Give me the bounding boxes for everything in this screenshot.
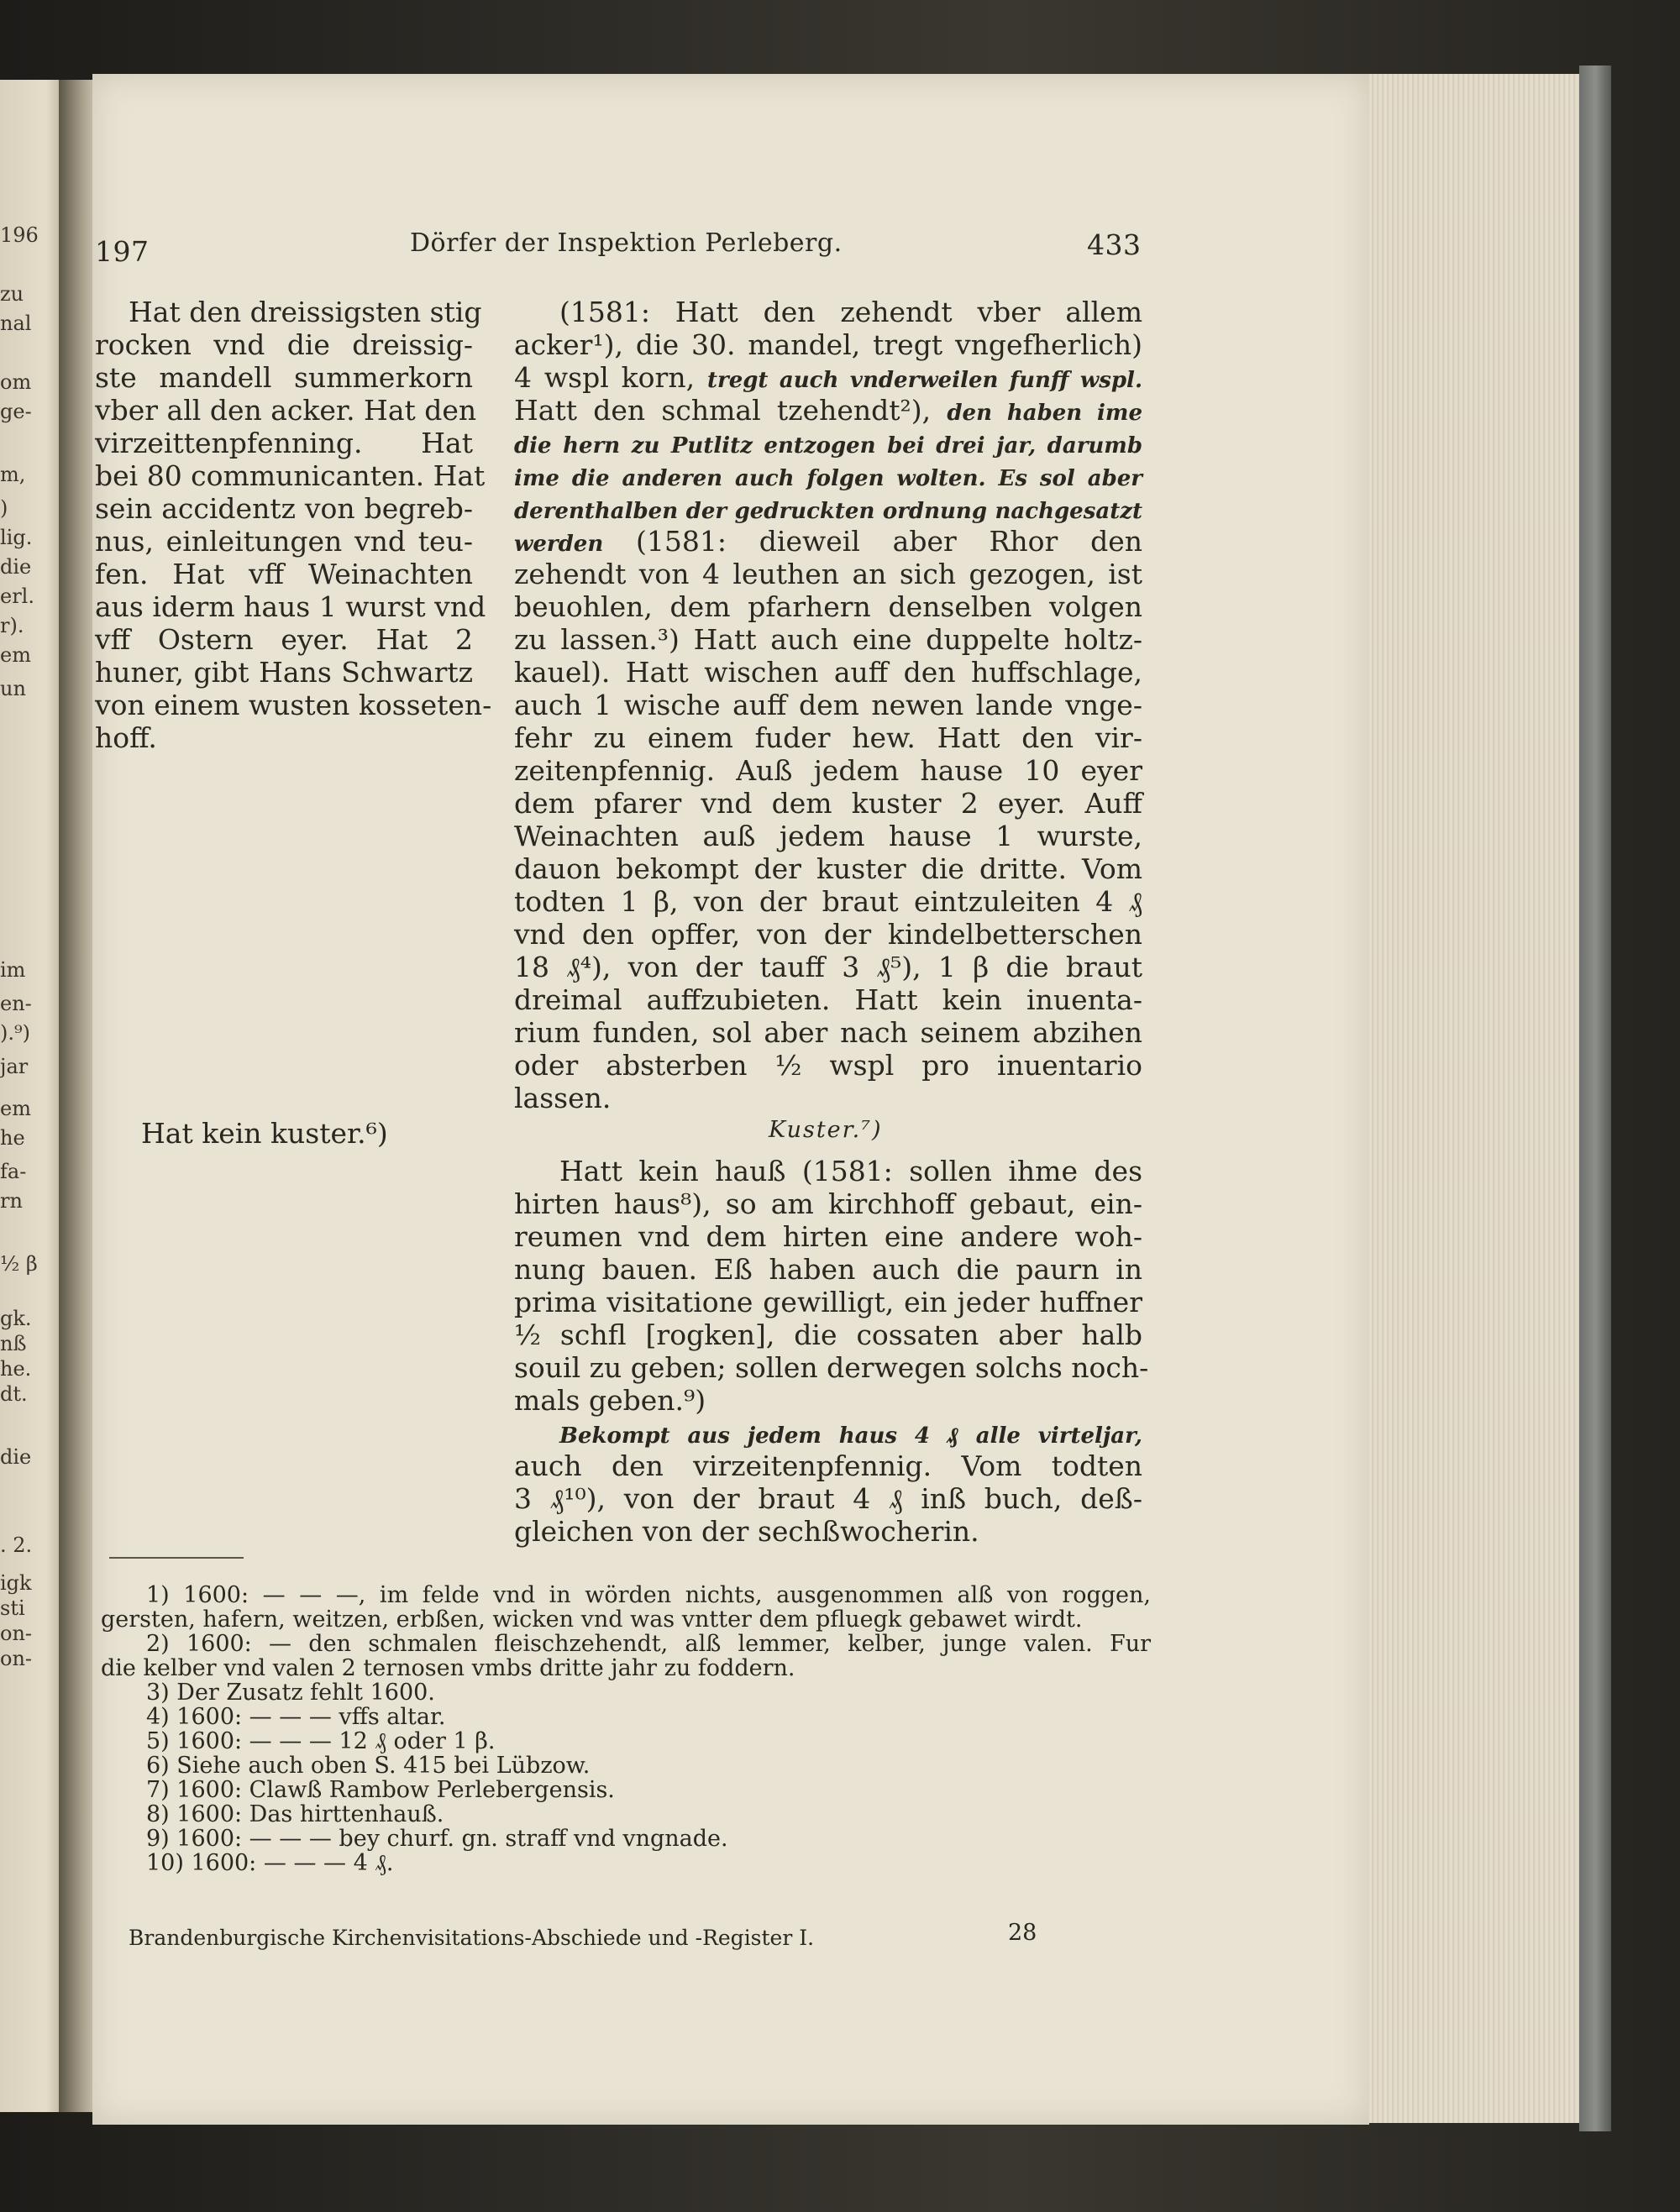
kuster-line: prima visitatione gewilligt, ein jeder huffner: [514, 1286, 1142, 1318]
right-column-line: dem pfarer vnd dem kuster 2 eyer. Auff: [514, 787, 1142, 820]
right-column-line: auch 1 wische auff dem newen lande vnge-: [514, 689, 1142, 721]
right-column-line: 18 ₰⁴), von der tauff 3 ₰⁵), 1 β die braut: [514, 951, 1142, 983]
page-edges: [1344, 74, 1600, 2123]
left-column-line: bei 80 communicanten. Hat: [95, 459, 486, 492]
left-page-fragment: en-: [0, 992, 32, 1015]
left-page-fragment: ½ β: [0, 1252, 38, 1276]
left-page-fragment: gk.: [0, 1307, 32, 1330]
left-column-line: fen. Hat vff Weinachten: [95, 558, 473, 590]
right-column: [514, 296, 1142, 1114]
footnote-line: 1) 1600: — — —, im felde vnd in wörden nichts, ausgenommen alß von roggen,: [146, 1582, 1151, 1608]
left-column-line: aus iderm haus 1 wurst vnd: [95, 590, 486, 623]
left-page-fragment: r).: [0, 614, 24, 637]
running-title: Dörfer der Inspektion Perleberg.: [410, 228, 843, 258]
right-column-line: vnd den opffer, von der kindelbetterschen: [514, 918, 1142, 951]
right-column-line: 4 wspl korn, tregt auch vnderweilen funff wspl.: [514, 361, 1142, 394]
book-cover: [1579, 66, 1611, 2131]
left-column-line: rocken vnd die dreissig-: [95, 328, 473, 361]
left-page-fragment: die: [0, 1445, 32, 1469]
left-page-fragment: igk: [0, 1571, 32, 1595]
right-column-line: oder absterben ½ wspl pro inuentario: [514, 1049, 1142, 1082]
kuster-line: gleichen von der sechßwocherin.: [514, 1515, 979, 1548]
kuster-line: nung bauen. Eß haben auch die paurn in: [514, 1253, 1142, 1286]
kuster-note: Hat kein kuster.⁶): [141, 1117, 388, 1150]
left-column-line: virzeittenpfenning. Hat: [95, 427, 473, 459]
left-page-fragment: dt.: [0, 1382, 28, 1406]
left-column: [95, 296, 492, 754]
right-column-line: werden (1581: dieweil aber Rhor den: [514, 525, 1142, 558]
right-column-line: (1581: Hatt den zehendt vber allem: [559, 296, 1142, 328]
left-page-fragment: fa-: [0, 1160, 27, 1183]
footnote-line: gersten, hafern, weitzen, erbßen, wicken vnd was vntter dem pfluegk gebawet wirdt.: [101, 1607, 1083, 1633]
right-column-line: die hern zu Putlitz entzogen bei drei jar, darumb: [514, 433, 1142, 459]
signature-mark: 28: [1008, 1920, 1037, 1946]
left-column-line: von einem wusten kosseten-: [95, 689, 492, 721]
left-page-fragment: ge-: [0, 400, 32, 423]
right-column-line: zu lassen.³) Hatt auch eine duppelte holtz-: [514, 623, 1142, 656]
left-column-line: Hat den dreissigsten stig: [129, 296, 482, 328]
right-column-line: acker¹), die 30. mandel, tregt vngefherlich): [514, 328, 1142, 361]
kuster-line: Hatt kein hauß (1581: sollen ihme des: [559, 1155, 1142, 1187]
footnote-line: 4) 1600: — — — vffs altar.: [146, 1704, 446, 1730]
footnote-line: 8) 1600: Das hirttenhauß.: [146, 1801, 444, 1827]
left-page-fragment: 196: [0, 223, 39, 247]
kuster-section: [514, 1155, 1149, 1548]
left-page-fragment: erl.: [0, 584, 34, 608]
right-column-line: dreimal auffzubieten. Hatt kein inuenta-: [514, 983, 1142, 1016]
left-page-fragment: em: [0, 1097, 31, 1120]
right-column-line: beuohlen, dem pfarhern denselben volgen: [514, 590, 1142, 623]
footnote-line: 9) 1600: — — — bey churf. gn. straff vnd vngnade.: [146, 1826, 728, 1852]
left-page-fragment: em: [0, 643, 31, 667]
left-page-fragment: . 2.: [0, 1533, 33, 1557]
left-page-fragment: rn: [0, 1189, 23, 1213]
left-column-line: ste mandell summerkorn: [95, 361, 473, 394]
kuster-line: 3 ₰¹⁰), von der braut 4 ₰ inß buch, deß-: [514, 1482, 1142, 1515]
left-page-fragment: ).⁹): [0, 1021, 30, 1045]
right-column-line: ime die anderen auch folgen wolten. Es sol aber: [514, 466, 1142, 491]
right-column-line: zehendt von 4 leuthen an sich gezogen, ist: [514, 558, 1142, 590]
left-page-fragment: nal: [0, 312, 32, 335]
left-page-fragment: m,: [0, 463, 26, 486]
left-column-line: vff Ostern eyer. Hat 2: [95, 623, 473, 656]
left-page-fragment: lig.: [0, 526, 33, 549]
page-number: 433: [1087, 228, 1142, 261]
kuster-line: souil zu geben; sollen derwegen solchs noch-: [514, 1351, 1149, 1384]
right-column-line: zeitenpfennig. Auß jedem hause 10 eyer: [514, 754, 1142, 787]
kuster-line: mals geben.⁹): [514, 1384, 706, 1417]
right-column-line: kauel). Hatt wischen auff den huffschlage,: [514, 656, 1142, 689]
left-page-fragment: sti: [0, 1596, 25, 1620]
kuster-line: reumen vnd dem hirten eine andere woh-: [514, 1220, 1142, 1253]
left-page-edge: [0, 80, 66, 2112]
kuster-line: auch den virzeitenpfennig. Vom todten: [514, 1449, 1142, 1482]
kuster-line: ½ schfl [rogken], die cossaten aber halb: [514, 1318, 1142, 1351]
left-page-fragment: die: [0, 555, 32, 579]
footer-series: Brandenburgische Kirchenvisitations-Abschiede und -Register I.: [129, 1926, 815, 1950]
right-column-line: fehr zu einem fuder hew. Hatt den vir-: [514, 721, 1142, 754]
footnote-line: 10) 1600: — — — 4 ₰.: [146, 1850, 394, 1876]
left-page-number: 197: [95, 235, 150, 268]
left-page-fragment: om: [0, 370, 32, 394]
right-column-line: dauon bekompt der kuster die dritte. Vom: [514, 852, 1142, 885]
footnote-line: die kelber vnd valen 2 ternosen vmbs dritte jahr zu foddern.: [101, 1655, 795, 1681]
right-column-line: Weinachten auß jedem hause 1 wurste,: [514, 820, 1142, 852]
right-column-line: todten 1 β, von der braut eintzuleiten 4 ₰: [514, 885, 1142, 918]
left-page-fragment: he: [0, 1126, 25, 1150]
left-page-fragment: he.: [0, 1357, 32, 1381]
kuster-heading: Kuster.⁷): [769, 1117, 883, 1143]
left-column-line: vber all den acker. Hat den: [95, 394, 477, 427]
footnote-line: 2) 1600: — den schmalen fleischzehendt, alß lemmer, kelber, junge valen. Fur: [146, 1631, 1151, 1657]
right-column-line: derenthalben der gedruckten ordnung nachgesatzt: [514, 499, 1142, 524]
kuster-line: Bekompt aus jedem haus 4 ₰ alle virteljar,: [559, 1423, 1142, 1449]
left-column-line: hoff.: [95, 721, 157, 754]
left-page-fragment: im: [0, 958, 26, 982]
left-column-line: huner, gibt Hans Schwartz: [95, 656, 473, 689]
left-column-line: nus, einleitungen vnd teu-: [95, 525, 473, 558]
left-page-fragment: on-: [0, 1647, 33, 1670]
left-page-fragment: nß: [0, 1332, 27, 1355]
footnotes: [101, 1583, 1151, 1875]
left-page-fragment: ): [0, 496, 8, 520]
footnote-line: 3) Der Zusatz fehlt 1600.: [146, 1680, 435, 1706]
right-column-line: Hatt den schmal tzehendt²), den haben ime: [514, 394, 1142, 427]
right-column-line: lassen.: [514, 1082, 612, 1114]
left-column-line: sein accidentz von begreb-: [95, 492, 473, 525]
footnote-line: 5) 1600: — — — 12 ₰ oder 1 β.: [146, 1728, 496, 1754]
left-page-fragment: jar: [0, 1055, 29, 1078]
footnote-separator: [109, 1557, 244, 1559]
left-page-fragment: zu: [0, 282, 24, 306]
left-page-fragment: on-: [0, 1622, 33, 1645]
footnote-line: 6) Siehe auch oben S. 415 bei Lübzow.: [146, 1753, 591, 1779]
left-page-fragment: un: [0, 677, 26, 700]
kuster-line: hirten haus⁸), so am kirchhoff gebaut, ein-: [514, 1187, 1142, 1220]
right-column-line: rium funden, sol aber nach seinem abzihen: [514, 1016, 1142, 1049]
footnote-line: 7) 1600: Clawß Rambow Perlebergensis.: [146, 1777, 615, 1803]
